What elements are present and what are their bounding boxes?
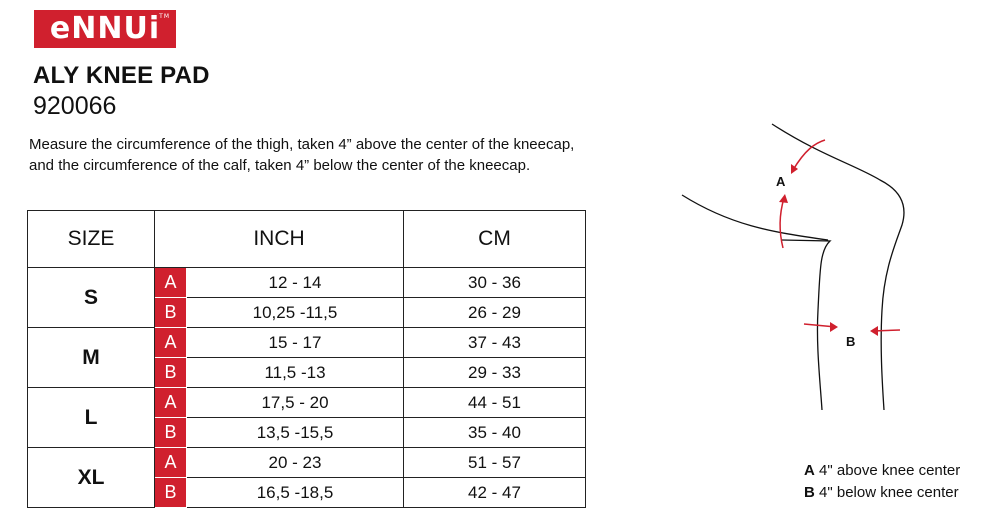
size-label-s: S [28,268,155,328]
legend-key-a: A [804,462,815,479]
arrow-b-left-head [830,322,838,332]
inch-value: 13,5 -15,5 [187,418,404,448]
measure-a-label: A [155,268,187,298]
measure-a-label: A [155,448,187,478]
legend-key-b: B [804,484,815,501]
thigh-back-outline [682,195,828,240]
size-label-l: L [28,388,155,448]
cm-value: 29 - 33 [404,358,586,388]
measurement-legend [804,460,960,504]
inch-value: 15 - 17 [187,328,404,358]
trademark-mark: TM [159,13,170,20]
cm-value: 51 - 57 [404,448,586,478]
inch-value: 11,5 -13 [187,358,404,388]
product-name: ALY KNEE PAD [33,62,210,89]
inch-value: 20 - 23 [187,448,404,478]
arrow-a-top-head [791,164,798,174]
size-label-xl: XL [28,448,155,508]
size-chart-table [27,210,586,508]
cm-value: 42 - 47 [404,478,586,508]
legend-item-b [804,482,960,504]
diagram-label-a: A [776,174,786,189]
legend-text-b: 4" below knee center [819,484,959,501]
table-row [28,388,586,418]
arrow-b-right-head [870,326,878,336]
inch-value: 12 - 14 [187,268,404,298]
arrow-a-bottom-head [779,194,788,203]
table-header-row [28,211,586,268]
arrow-a-top [793,140,825,170]
diagram-label-b: B [846,334,856,349]
knee-diagram [670,110,990,420]
table-row [28,448,586,478]
measure-a-label: A [155,388,187,418]
cm-value: 35 - 40 [404,418,586,448]
legend-text-a: 4" above knee center [819,462,961,479]
size-label-m: M [28,328,155,388]
header-cm: CM [404,211,586,268]
header-inch: INCH [155,211,404,268]
cm-value: 30 - 36 [404,268,586,298]
inch-value: 17,5 - 20 [187,388,404,418]
logo-text: eNNUi [49,10,161,46]
measure-b-label: B [155,478,187,508]
header-size: SIZE [28,211,155,268]
measurement-instructions: Measure the circumference of the thigh, taken 4” above the center of the kneecap, and the circumference of the calf, taken 4” below the center of the kneecap. [29,136,575,174]
measure-b-label: B [155,418,187,448]
calf-back-outline [782,240,830,410]
measure-a-label: A [155,328,187,358]
inch-value: 16,5 -18,5 [187,478,404,508]
legend-item-a [804,460,960,482]
cm-value: 44 - 51 [404,388,586,418]
measure-b-label: B [155,298,187,328]
brand-logo [34,10,176,48]
table-row [28,328,586,358]
cm-value: 37 - 43 [404,328,586,358]
measure-b-label: B [155,358,187,388]
cm-value: 26 - 29 [404,298,586,328]
product-code: 920066 [33,92,117,120]
table-row [28,268,586,298]
inch-value: 10,25 -11,5 [187,298,404,328]
